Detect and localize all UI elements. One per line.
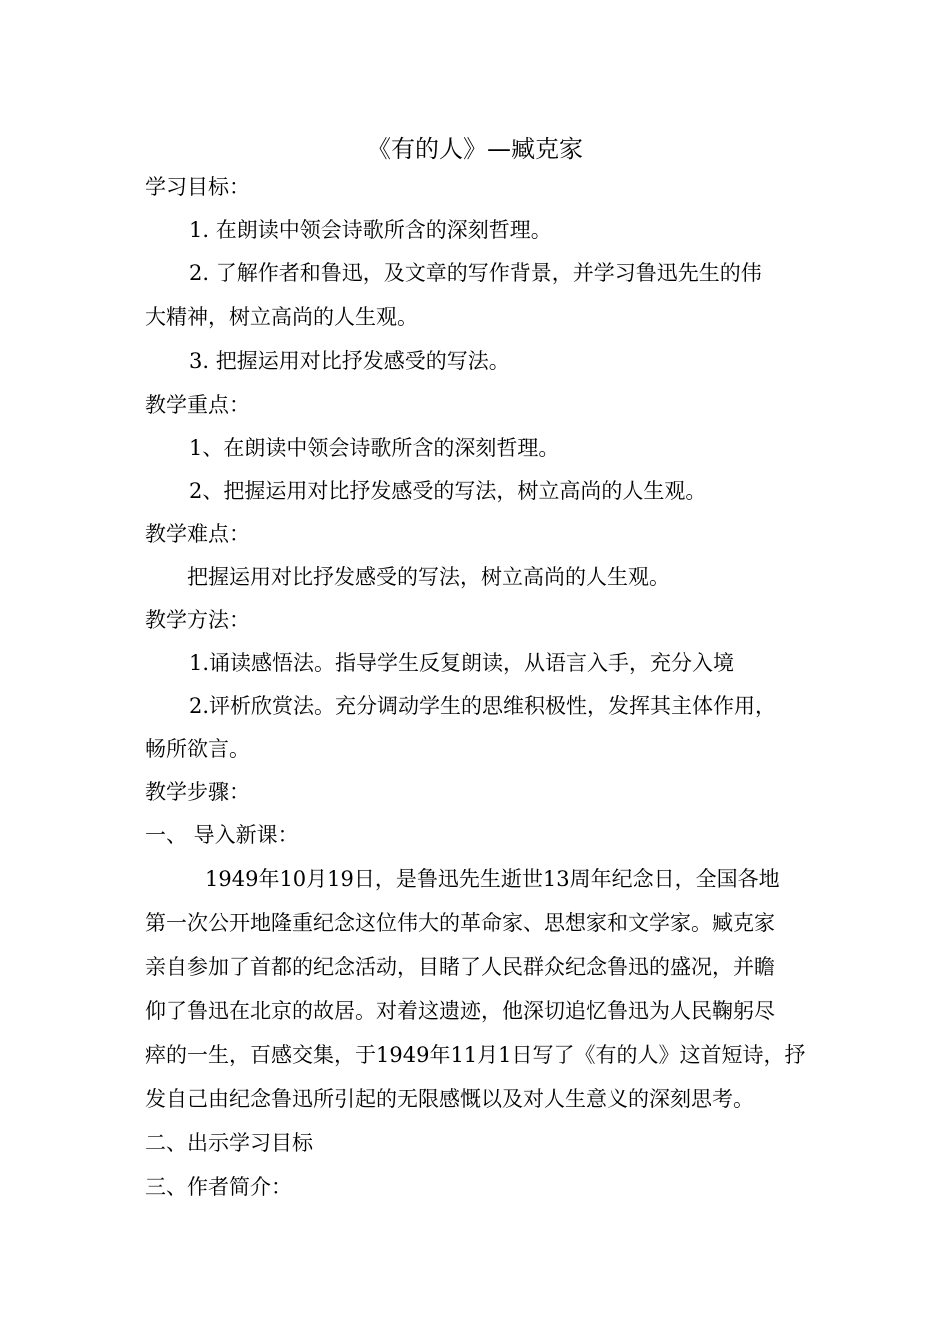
section-heading-methods: 教学方法： [145,608,250,632]
method-item-1: 1.诵读感悟法。指导学生反复朗读，从语言入手，充分入境 [189,651,735,675]
objective-item-2: 2. 了解作者和鲁迅，及文章的写作背景，并学习鲁迅先生的伟 [189,261,762,285]
step-1-heading: 一、 导入新课： [145,823,299,847]
key-point-1: 1、在朗读中领会诗歌所含的深刻哲理。 [189,436,560,460]
step-2-heading: 二、出示学习目标 [145,1131,313,1155]
section-heading-steps: 教学步骤： [145,780,250,804]
paragraph-line-3: 亲自参加了首都的纪念活动，目睹了人民群众纪念鲁迅的盛况，并瞻 [145,955,775,979]
section-heading-key-points: 教学重点： [145,393,250,417]
difficulty-text: 把握运用对比抒发感受的写法，树立高尚的人生观。 [187,565,670,589]
paragraph-line-1: 1949年10月19日，是鲁迅先生逝世13周年纪念日，全国各地 [205,867,780,891]
paragraph-line-6: 发自己由纪念鲁迅所引起的无限感慨以及对人生意义的深刻思考。 [145,1087,754,1111]
section-heading-difficulties: 教学难点： [145,522,250,546]
objective-item-1: 1. 在朗读中领会诗歌所含的深刻哲理。 [189,218,552,242]
document-title: 《有的人》—臧克家 [367,135,583,163]
paragraph-line-2: 第一次公开地隆重纪念这位伟大的革命家、思想家和文学家。臧克家 [145,911,775,935]
paragraph-line-4: 仰了鲁迅在北京的故居。对着这遗迹，他深切追忆鲁迅为人民鞠躬尽 [145,999,775,1023]
key-point-2: 2、把握运用对比抒发感受的写法，树立高尚的人生观。 [189,479,707,503]
method-item-2-cont: 畅所欲言。 [145,737,250,761]
objective-item-3: 3. 把握运用对比抒发感受的写法。 [189,349,510,373]
method-item-2: 2.评析欣赏法。充分调动学生的思维积极性，发挥其主体作用， [189,694,777,718]
section-heading-objectives: 学习目标： [145,175,250,199]
paragraph-line-5: 瘁的一生，百感交集，于1949年11月1日写了《有的人》这首短诗，抒 [145,1043,806,1067]
objective-item-2-cont: 大精神，树立高尚的人生观。 [145,305,418,329]
step-3-heading: 三、作者简介： [145,1175,292,1199]
